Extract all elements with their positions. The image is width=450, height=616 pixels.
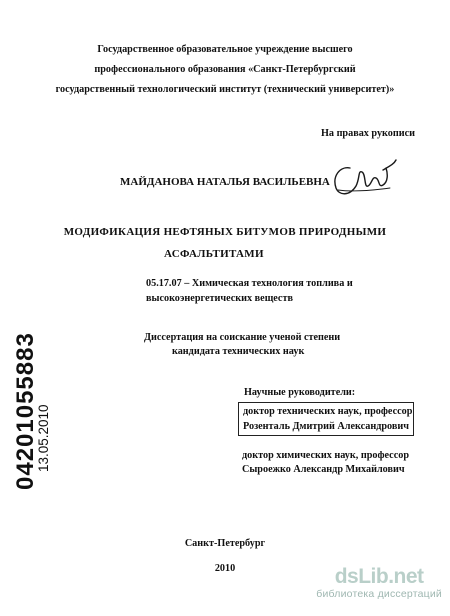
institution-line-2: профессионального образования «Санкт-Петербургский — [94, 64, 356, 75]
title-line-1: МОДИФИКАЦИЯ НЕФТЯНЫХ БИТУМОВ ПРИРОДНЫМИ — [63, 226, 387, 238]
watermark — [316, 566, 442, 600]
specialty-line-2: высокоэнергетических веществ — [146, 293, 293, 304]
handwritten-signature — [328, 158, 398, 200]
barcode-number: 04201055883 — [12, 332, 39, 490]
supervisors-label: Научные руководители: — [244, 387, 356, 398]
city: Санкт-Петербург — [184, 538, 266, 549]
author-name: МАЙДАНОВА НАТАЛЬЯ ВАСИЛЬЕВНА — [120, 176, 330, 188]
title-line-2: АСФАЛЬТИТАМИ — [164, 248, 264, 260]
institution-line-1: Государственное образовательное учреждение высшего — [97, 44, 353, 55]
watermark-logo: dsLib.net — [334, 565, 424, 588]
manuscript-note: На правах рукописи — [321, 128, 416, 139]
year: 2010 — [214, 563, 236, 574]
supervisor-2-degree: доктор химических наук, профессор — [242, 450, 409, 461]
institution-line-3: государственный технологический институт (технический университет)» — [55, 84, 395, 95]
supervisor-1-box — [238, 402, 414, 436]
supervisor-1-name: Розенталь Дмитрий Александрович — [243, 421, 410, 432]
watermark-subtitle: библиотека диссертаций — [316, 588, 442, 600]
supervisor-1-degree: доктор технических наук, профессор — [243, 406, 413, 417]
specialty-line-1: 05.17.07 – Химическая технология топлива и — [146, 278, 353, 289]
supervisor-2-name: Сыроежко Александр Михайлович — [242, 464, 405, 475]
degree-line-1: Диссертация на соискание ученой степени — [144, 332, 341, 343]
degree-line-2: кандидата технических наук — [172, 346, 305, 357]
stamp-date: 13.05.2010 — [36, 404, 51, 472]
